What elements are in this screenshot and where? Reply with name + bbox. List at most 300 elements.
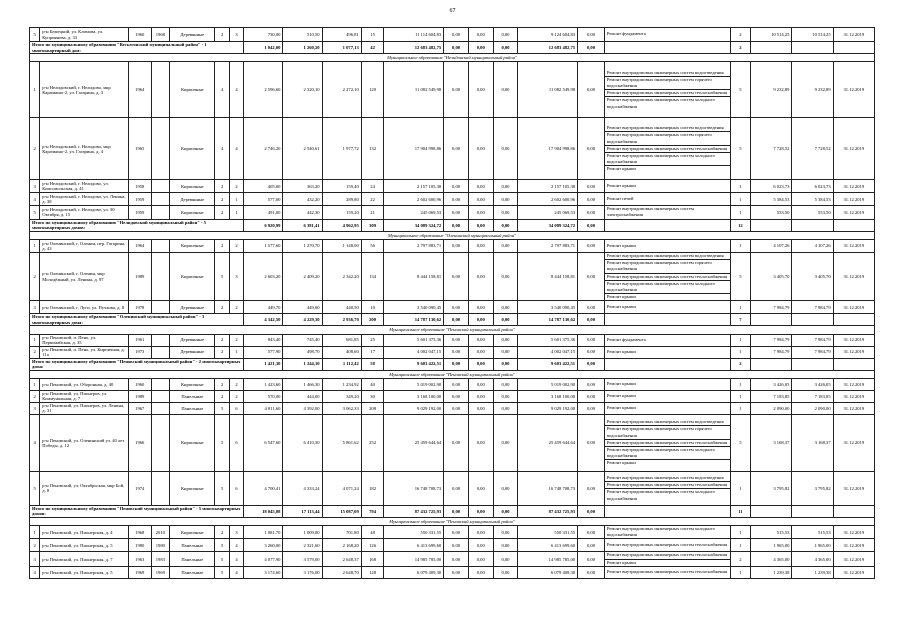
table-cell: 553,50 (751, 206, 792, 219)
table-row (30, 526, 875, 539)
table-cell: 1965 (128, 118, 151, 180)
total-cell: 1 260,20 (283, 42, 322, 54)
work-item: Ремонт крыши (605, 459, 730, 466)
table-cell: 245 069,53 (384, 206, 444, 219)
table-cell: 4 811,60 (244, 402, 283, 414)
table-cell: 4 107,26 (792, 239, 833, 252)
total-cell: 14 787 130,62 (518, 314, 578, 326)
table-cell: 159,20 (322, 206, 361, 219)
table-cell: 5 (215, 539, 229, 552)
table-cell: 7 984,79 (792, 334, 833, 346)
total-cell (833, 314, 874, 326)
table-cell: 1968 (151, 28, 170, 42)
table-cell: 1 466,30 (283, 378, 322, 390)
work-item: Ремонт внутридомовых инженерных систем теплоснабжения (605, 273, 730, 280)
work-item: Ремонт внутридомовых инженерных систем холодного водоснабжения (605, 446, 730, 459)
table-cell: 0,00 (468, 180, 493, 193)
table-cell: 0,00 (468, 526, 493, 539)
table-cell: 843,40 (244, 334, 283, 346)
table-cell: 0,00 (468, 239, 493, 252)
table-cell: 0,00 (468, 566, 493, 578)
table-cell: 5 (30, 206, 40, 219)
table-cell: 0,00 (493, 566, 518, 578)
works-cell (604, 206, 730, 219)
table-cell: 2 (30, 539, 40, 552)
table-cell: 4 002 047,15 (518, 346, 578, 358)
table-cell: 2 (215, 301, 229, 314)
table-cell: 120 (361, 62, 384, 118)
table-cell: 25 459 644,64 (518, 414, 578, 471)
table-cell: 1 (730, 334, 751, 346)
table-cell: 2 (30, 118, 40, 180)
municipality-title: Муниципальное образование "Нелидовский муниципальный район" (30, 54, 875, 62)
table-cell: 3 795,82 (751, 471, 792, 505)
table-cell: 5 (215, 252, 229, 300)
table-cell: 31.12.2019 (833, 378, 874, 390)
table-row (30, 180, 875, 193)
table-cell: 252 (361, 414, 384, 471)
table-cell: 31.12.2019 (833, 28, 874, 42)
total-cell: 4 229,30 (283, 314, 322, 326)
table-cell: 3 (30, 301, 40, 314)
table-cell: 2 (215, 526, 229, 539)
table-row (30, 566, 875, 578)
table-cell: 1961 (128, 334, 151, 346)
work-item: Ремонт крыши (605, 293, 730, 300)
table-cell: р-н Оленинский, г. Оленин, мкр Молодёжный, ул. Ленина, д. 97 (40, 252, 129, 300)
table-cell: 2 321,60 (283, 539, 322, 552)
total-cell: 34 089 324,72 (384, 219, 444, 231)
total-cell (751, 314, 792, 326)
table-row (30, 346, 875, 358)
table-cell: 2 (229, 180, 243, 193)
table-cell (151, 239, 170, 252)
table-cell: 0,00 (493, 526, 518, 539)
table-cell: 1 270,70 (283, 239, 322, 252)
table-cell: 1 (730, 180, 751, 193)
total-cell: 7 (730, 314, 751, 326)
table-cell: 5 601 375,36 (518, 334, 578, 346)
table-cell: 0,00 (578, 118, 605, 180)
works-cell (604, 390, 730, 402)
table-cell: 0,00 (468, 301, 493, 314)
works-cell (604, 346, 730, 358)
table-cell: 408,60 (322, 346, 361, 358)
work-item: Ремонт внутридомовых инженерных систем горячего водоснабжения (605, 425, 730, 438)
table-cell: 1967 (128, 402, 151, 414)
table-cell: р-н Пеновский, ул. Пионеров, ул. Ленина, д. 31 (40, 402, 129, 414)
work-item: Ремонт крыши (606, 304, 636, 310)
table-cell (151, 180, 170, 193)
table-cell: 25 459 644,64 (384, 414, 444, 471)
works-cell (604, 539, 730, 552)
table-cell: 31.12.2019 (833, 252, 874, 300)
table-cell: Деревянные (170, 301, 215, 314)
table-cell: 1968 (128, 526, 151, 539)
table-cell: 24 (361, 180, 384, 193)
table-cell: 3 062,33 (322, 402, 361, 414)
table-cell: 16 748 708,73 (384, 471, 444, 505)
table-cell: 31.12.2019 (833, 118, 874, 180)
table-cell: 208 (361, 402, 384, 414)
table-cell: 0,00 (578, 239, 605, 252)
work-item: Ремонт внутридомовых инженерных систем теплоснабжения (605, 145, 730, 152)
table-cell: 4 071,24 (322, 471, 361, 505)
works-cell (604, 414, 730, 471)
municipality-row (30, 370, 875, 378)
table-cell: Кирпичные (170, 62, 215, 118)
table-cell: 7 984,79 (792, 301, 833, 314)
total-cell: 87 432 725,93 (384, 505, 444, 517)
table-cell: 0,00 (578, 252, 605, 300)
table-cell: 0,00 (468, 402, 493, 414)
table-cell: 31.12.2019 (833, 552, 874, 566)
table-cell: 1983 (151, 552, 170, 566)
table-cell: 2 (215, 206, 229, 219)
table-cell: р-н Оленинский, г. Луги, ул. Пучкова, д. 8 (40, 301, 129, 314)
work-item: Ремонт внутридомовых инженерных систем электроснабжения (606, 206, 694, 218)
total-cell (833, 219, 874, 231)
table-cell: 1 (730, 539, 751, 552)
work-item: Ремонт крыши (606, 393, 636, 399)
table-cell: 449,60 (283, 301, 322, 314)
table-cell: 6 (229, 471, 243, 505)
table-cell: 22 (361, 193, 384, 206)
table-cell: 9 232,89 (792, 62, 833, 118)
table-cell: 0,00 (444, 180, 469, 193)
table-cell: 6 (229, 414, 243, 471)
table-cell: 3 (229, 28, 243, 42)
table-cell: 31.12.2019 (833, 193, 874, 206)
total-cell (792, 314, 833, 326)
table-cell: 1 (229, 206, 243, 219)
table-cell: 444,00 (283, 390, 322, 402)
total-cell: 15 087,09 (322, 505, 361, 517)
table-cell: 0,00 (578, 414, 605, 471)
table-cell (151, 346, 170, 358)
table-cell: 4 700,41 (244, 471, 283, 505)
table-cell: 11 082 549,98 (518, 62, 578, 118)
table-cell: 2 (215, 390, 229, 402)
table-cell: р-н Пеновский, ул. Октябрьская, мкр Бой, д. 8 (40, 471, 129, 505)
table-cell: 0,00 (493, 193, 518, 206)
table-cell: 10 514,25 (751, 28, 792, 42)
total-cell (792, 358, 833, 370)
table-cell: Панельные (170, 539, 215, 552)
table-cell: 1969 (151, 566, 170, 578)
table-cell: 1974 (128, 471, 151, 505)
table-cell: 442,30 (283, 206, 322, 219)
table-cell: р-н Оленинский, г. Оленин, пер. Гагарина, д. 43 (40, 239, 129, 252)
table-cell: 21 (361, 206, 384, 219)
work-item: Ремонт крыши (606, 183, 636, 189)
table-cell: 1 (730, 471, 751, 505)
table-cell: 2 602 600,96 (384, 193, 444, 206)
table-cell: р-н Пеновский, ул. Пионерская, д. 4 (40, 526, 129, 539)
table-cell: р-н Нелидовский, г. Нелидово, мкр Карачкино-2, ул. Гагарина, д. 3 (40, 62, 129, 118)
work-item: Ремонт внутридомовых инженерных систем теплоснабжения (606, 569, 728, 575)
table-cell: 1960 (128, 28, 151, 42)
table-cell: 1966 (128, 414, 151, 471)
table-cell: 491,00 (244, 206, 283, 219)
total-cell: 200 (361, 314, 384, 326)
total-cell (604, 505, 730, 517)
table-cell: р-н Нелидовский, г. Нелидово, ул. Ленина, д. 38 (40, 193, 129, 206)
table-cell: 3 426,05 (751, 378, 792, 390)
table-cell: 5 861,62 (322, 414, 361, 471)
table-cell: 0,00 (468, 334, 493, 346)
work-item: Ремонт внутридомовых инженерных систем горячего водоснабжения (605, 76, 730, 89)
table-cell: 1959 (128, 206, 151, 219)
table-cell: р-н Нелидовский, г. Нелидово, ул. 30 Октября, д. 15 (40, 206, 129, 219)
table-cell: Кирпичные (170, 239, 215, 252)
total-cell: 1 421,30 (244, 358, 283, 370)
table-cell: 31.12.2019 (833, 346, 874, 358)
table-cell: Кирпичные (170, 118, 215, 180)
table-cell: 2 797 883,71 (518, 239, 578, 252)
municipality-row (30, 517, 875, 525)
total-cell: 0,00 (444, 42, 469, 54)
table-cell: 31.12.2019 (833, 566, 874, 578)
table-cell: 0,00 (578, 193, 605, 206)
table-cell: 553,50 (792, 206, 833, 219)
table-cell: 4 365,00 (751, 552, 792, 566)
table-row (30, 252, 875, 300)
table-cell (151, 62, 170, 118)
table-cell: 2 (30, 252, 40, 300)
table-cell: 0,00 (493, 239, 518, 252)
work-item: Ремонт внутридомовых инженерных систем теплоснабжения (606, 552, 728, 558)
table-cell: 7 984,79 (792, 346, 833, 358)
table-cell: 730,00 (244, 28, 283, 42)
works-cell (604, 118, 730, 180)
table-cell: 4 (229, 539, 243, 552)
table-cell: 0,00 (493, 252, 518, 300)
table-cell: 1989 (128, 252, 151, 300)
table-cell: 3 (229, 526, 243, 539)
table-cell: 6 079 409,30 (518, 566, 578, 578)
work-item: Ремонт внутридомовых инженерных систем водоотведения (606, 125, 724, 131)
table-cell: 0,00 (444, 206, 469, 219)
table-cell: 6 413 699,60 (518, 539, 578, 552)
table-cell: 0,00 (578, 390, 605, 402)
table-cell (151, 118, 170, 180)
total-cell (792, 505, 833, 517)
total-cell: 0,00 (578, 42, 605, 54)
table-cell: 168 (361, 552, 384, 566)
table-cell: 4 392,00 (283, 402, 322, 414)
total-cell (604, 219, 730, 231)
total-cell: 0,00 (493, 314, 518, 326)
table-cell: 2 (215, 239, 229, 252)
table-cell: 2 (30, 390, 40, 402)
table-cell: 1 234,92 (322, 378, 361, 390)
table-row (30, 118, 875, 180)
table-cell: 2010 (151, 526, 170, 539)
table-cell: 1 009,00 (283, 526, 322, 539)
table-cell: 0,00 (578, 28, 605, 42)
table-cell: 2 596,60 (244, 62, 283, 118)
table-cell (151, 334, 170, 346)
total-row (30, 219, 875, 231)
table-cell: 745,40 (283, 334, 322, 346)
table-row (30, 390, 875, 402)
total-cell: 18 045,08 (244, 505, 283, 517)
table-cell: 3 795,82 (792, 471, 833, 505)
table-cell: Кирпичные (170, 526, 215, 539)
table-cell: 5 (730, 414, 751, 471)
total-cell: 0,00 (493, 42, 518, 54)
table-cell: 1 (730, 402, 751, 414)
table-cell: 31.12.2019 (833, 301, 874, 314)
total-cell: 1 244,10 (283, 358, 322, 370)
table-cell: 3 260,00 (244, 539, 283, 552)
municipality-title: Муниципальное образование "Пеновский муниципальный район" (30, 326, 875, 334)
table-cell: 2 648,37 (322, 552, 361, 566)
table-cell: 9 029 192,00 (518, 402, 578, 414)
work-item: Ремонт крыши (606, 348, 636, 354)
municipality-title: Муниципальное образование "Пеновский муниципальный район" (30, 370, 875, 378)
table-cell: 245 069,53 (518, 206, 578, 219)
table-cell: 0,00 (444, 552, 469, 566)
table-cell: 440,50 (322, 301, 361, 314)
table-cell (151, 402, 170, 414)
table-cell: 0,00 (444, 62, 469, 118)
table-cell: 1 965,00 (751, 539, 792, 552)
table-cell: 1 577,60 (244, 239, 283, 252)
table-cell: 0,00 (493, 334, 518, 346)
table-cell: 2 342,20 (322, 252, 361, 300)
table-cell: 2 157 105,38 (518, 180, 578, 193)
table-cell: 0,00 (578, 180, 605, 193)
table-cell: 7 984,79 (751, 301, 792, 314)
table-cell: р-н Пеновский, ул. Пионерская, д. 5 (40, 566, 129, 578)
table-cell: 5 (730, 62, 751, 118)
work-item: Ремонт внутридомовых инженерных систем горячего водоснабжения (605, 259, 730, 272)
table-cell: 1960 (128, 378, 151, 390)
table-cell: 0,00 (493, 552, 518, 566)
table-row (30, 62, 875, 118)
table-cell: 31.12.2019 (833, 239, 874, 252)
table-cell: 1980 (128, 539, 151, 552)
total-cell (833, 505, 874, 517)
table-cell: 496,81 (322, 28, 361, 42)
works-cell (604, 566, 730, 578)
total-cell: 794 (361, 505, 384, 517)
table-cell: 2 090,00 (792, 402, 833, 414)
table-cell: 0,00 (444, 334, 469, 346)
table-cell: 3 (30, 402, 40, 414)
table-cell: 0,00 (468, 390, 493, 402)
table-cell: 1 (730, 206, 751, 219)
table-cell: 1 977,72 (322, 118, 361, 180)
table-cell: 1 (30, 334, 40, 346)
table-cell: 4 (229, 118, 243, 180)
table-cell: 1 239,38 (792, 566, 833, 578)
table-cell: 0,00 (493, 390, 518, 402)
page-number: 67 (449, 8, 456, 14)
table-cell: 3 168 100,00 (384, 390, 444, 402)
table-cell: 5 (215, 414, 229, 471)
works-cell (604, 378, 730, 390)
table-cell: 0,00 (444, 118, 469, 180)
table-cell: 1 (730, 566, 751, 578)
table-cell: 5 (215, 471, 229, 505)
total-cell: 0,00 (444, 219, 469, 231)
work-item: Ремонт крыши (605, 559, 730, 566)
table-cell: 0,00 (444, 526, 469, 539)
table-cell: р-н Нелидовский, г. Нелидово, мкр Карачкино-2, ул. Гагарина, д. 4 (40, 118, 129, 180)
table-cell: 0,00 (444, 346, 469, 358)
table-cell: 7 183,85 (792, 390, 833, 402)
work-item: Ремонт печей (606, 196, 634, 202)
table-cell: 0,00 (578, 566, 605, 578)
table-cell: 5 (30, 471, 40, 505)
table-cell: 2 (730, 552, 751, 566)
table-cell: Кирпичные (170, 378, 215, 390)
works-cell (604, 28, 730, 42)
table-cell: 550 331,55 (518, 526, 578, 539)
table-cell: 449,70 (244, 301, 283, 314)
table-cell: 0,00 (493, 118, 518, 180)
table-cell: 9 124 604,83 (518, 28, 578, 42)
table-cell: 1964 (128, 62, 151, 118)
table-cell: 1989 (128, 390, 151, 402)
work-item: Ремонт внутридомовых инженерных систем холодного водоснабжения (605, 152, 730, 165)
table-cell: 31.12.2019 (833, 414, 874, 471)
table-cell: 31.12.2019 (833, 390, 874, 402)
table-cell: 182 (361, 471, 384, 505)
works-cell (604, 471, 730, 505)
table-cell: 0,00 (444, 301, 469, 314)
table-cell: 2 (229, 334, 243, 346)
table-cell: 4 (215, 118, 229, 180)
total-cell (604, 358, 730, 370)
total-cell: 0,00 (578, 505, 605, 517)
table-cell: 4 333,24 (283, 471, 322, 505)
table-cell: 7 728,52 (751, 118, 792, 180)
table-cell: 31.12.2019 (833, 180, 874, 193)
table-cell: 2 (229, 239, 243, 252)
total-row (30, 358, 875, 370)
total-cell: 0,00 (444, 358, 469, 370)
table-cell: 3 174,60 (244, 566, 283, 578)
table-cell: 6 023,73 (792, 180, 833, 193)
work-item: Ремонт внутридомовых инженерных систем теплоснабжения (606, 542, 728, 548)
table-cell: 0,00 (444, 28, 469, 42)
table-cell: 0,00 (444, 471, 469, 505)
table-cell: 0,00 (468, 378, 493, 390)
table-cell: 5 (215, 566, 229, 578)
table-cell: 31.12.2019 (833, 539, 874, 552)
total-cell: 0,00 (468, 358, 493, 370)
table-cell: 577,00 (244, 193, 283, 206)
table-cell: 0,00 (468, 62, 493, 118)
work-item: Ремонт внутридомовых инженерных систем водоотведения (606, 252, 724, 258)
table-cell: р-н Пеновский, ул. Пионерская, д. 5 (40, 539, 129, 552)
total-cell: 4 342,50 (244, 314, 283, 326)
table-cell: 4 (30, 193, 40, 206)
table-cell: 7 984,79 (751, 346, 792, 358)
work-item: Ремонт крыши (605, 165, 730, 172)
work-item: Ремонт внутридомовых инженерных систем теплоснабжения (605, 439, 730, 446)
table-cell: 0,00 (468, 118, 493, 180)
table-row (30, 239, 875, 252)
work-item: Ремонт внутридомовых инженерных систем холодного водоснабжения (605, 280, 730, 293)
table-row (30, 402, 875, 414)
table-cell (151, 301, 170, 314)
table-cell: 2 (229, 390, 243, 402)
